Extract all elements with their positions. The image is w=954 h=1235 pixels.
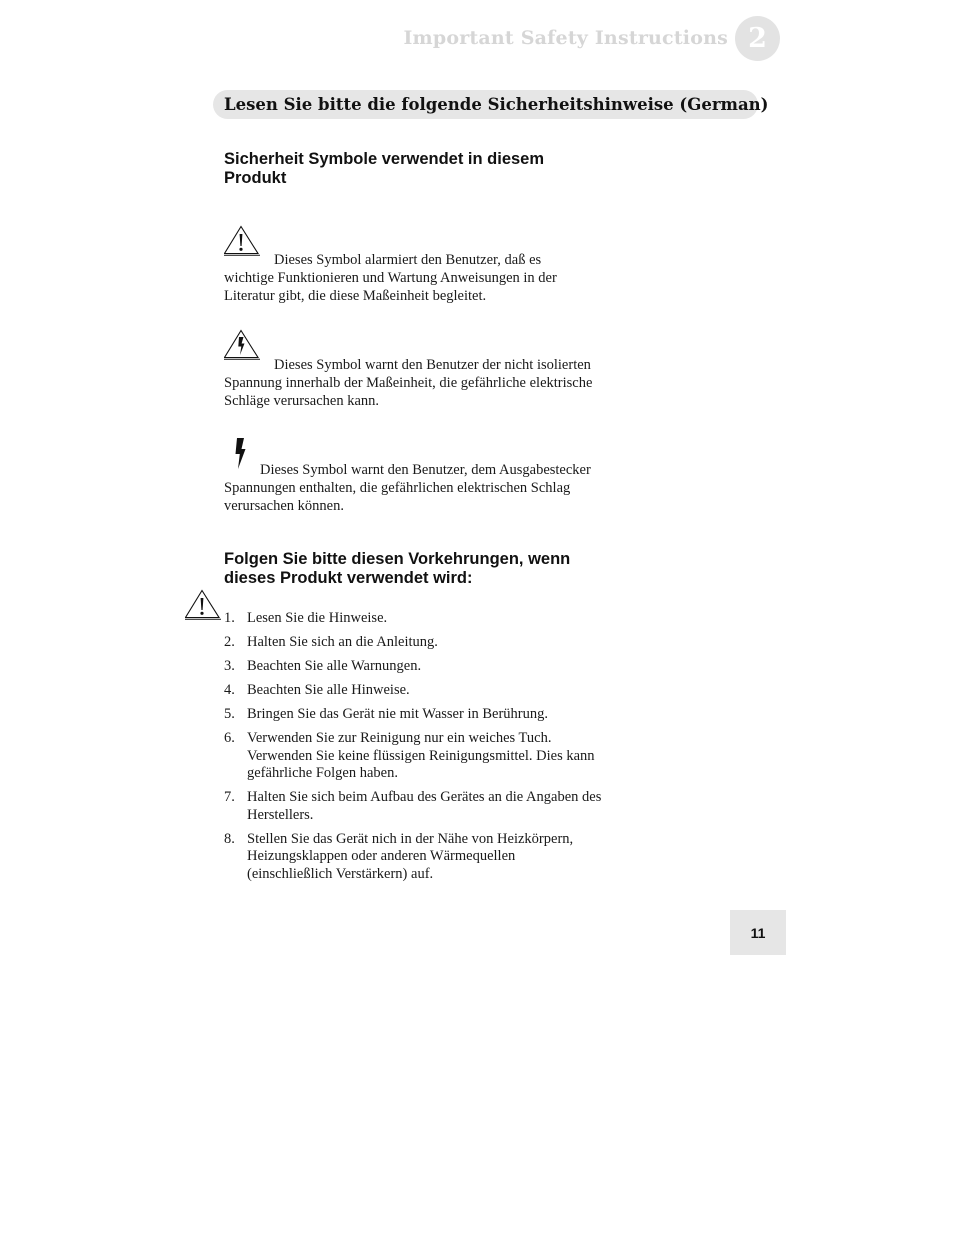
symbol-item: [224, 225, 594, 305]
warning-exclamation-icon: [185, 589, 221, 620]
list-item-number: 5.: [224, 706, 235, 722]
list-item: [224, 610, 604, 628]
list-item: [224, 706, 604, 724]
list-item-number: 7.: [224, 789, 235, 805]
precautions-heading: Folgen Sie bitte diesen Vorkehrungen, wenn dieses Produkt verwendet wird:: [224, 550, 571, 587]
symbol-description: Dieses Symbol warnt den Benutzer der nicht isolierten Spannung innerhalb der Maßeinheit, die gefährliche elektrische Schläge verursachen kann.: [224, 357, 593, 409]
list-item-text: Beachten Sie alle Hinweise.: [247, 682, 410, 698]
list-item-text: Stellen Sie das Gerät nich in der Nähe von Heizkörpern, Heizungsklappen oder anderen Wärmequellen (einschließlich Verstärkern) auf.: [247, 830, 574, 882]
list-item: [224, 634, 604, 652]
list-item-number: 8.: [224, 830, 235, 847]
precautions-list: [224, 610, 604, 890]
list-item-text: Beachten Sie alle Warnungen.: [247, 658, 422, 674]
symbols-heading: Sicherheit Symbole verwendet in diesem Produkt: [224, 150, 545, 187]
list-item-text: Verwenden Sie zur Reinigung nur ein weiches Tuch. Verwenden Sie keine flüssigen Reinigungsmittel. Dies kann gefährliche Folgen haben.: [247, 730, 595, 781]
list-item: [224, 730, 604, 783]
list-item-text: Bringen Sie das Gerät nie mit Wasser in Berührung.: [247, 706, 548, 722]
list-item-text: Lesen Sie die Hinweise.: [247, 610, 388, 626]
symbol-description: Dieses Symbol warnt den Benutzer, dem Ausgabestecker Spannungen enthalten, die gefährlichen elektrischen Schlag verursachen können.: [224, 462, 591, 514]
list-item-number: 1.: [224, 610, 235, 626]
symbol-item: [224, 437, 594, 515]
list-item-number: 2.: [224, 634, 235, 650]
list-item-text: Halten Sie sich an die Anleitung.: [247, 634, 438, 650]
list-item-number: 6.: [224, 730, 235, 746]
symbol-description: Dieses Symbol alarmiert den Benutzer, daß es wichtige Funktionieren und Wartung Anweisungen in der Literatur gibt, die diese Maßeinheit begleitet.: [224, 252, 557, 304]
page-number: 11: [730, 910, 786, 955]
list-item: [224, 789, 604, 824]
running-header-title: Important Safety Instructions: [403, 27, 728, 49]
lightning-bolt-icon: [232, 437, 268, 471]
list-item-text: Halten Sie sich beim Aufbau des Gerätes an die Angaben des Herstellers.: [247, 789, 602, 823]
list-item-number: 4.: [224, 682, 235, 698]
chapter-number-badge: 2: [735, 16, 780, 61]
section-banner: Lesen Sie bitte die folgende Sicherheitshinweise (German): [213, 90, 758, 119]
list-item: [224, 682, 604, 700]
list-item: [224, 831, 604, 884]
list-item: [224, 658, 604, 676]
symbol-item: [224, 329, 594, 410]
warning-lightning-icon: [224, 329, 260, 360]
list-item-number: 3.: [224, 658, 235, 674]
warning-exclamation-icon: [224, 225, 260, 256]
